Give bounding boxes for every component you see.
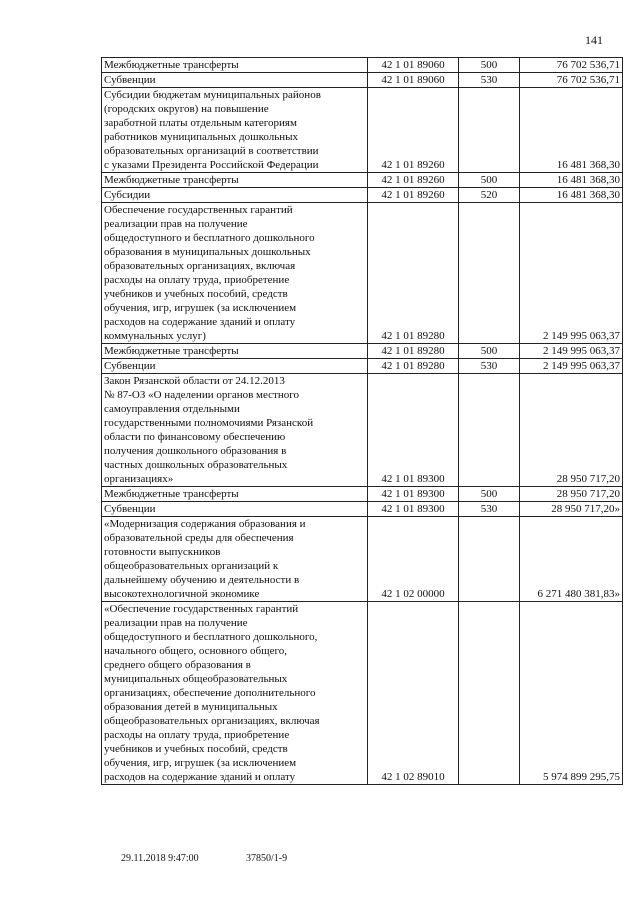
row-name-cell: «Обеспечение государственных гарантий реализации прав на получение общедоступного и бесплатного дошкольного, начального общего, основного общего, среднего общего образования в муниципальных общеобразовательных организациях, обеспечение дополнительного образования детей в муниципальных общеобразовательных организациях, включая расходы на оплату труда, приобретение учебников и учебных пособий, средств обучения, игр, игрушек (за исключением расходов на содержание зданий и оплату	[102, 602, 368, 785]
row-kind-cell	[459, 203, 520, 344]
table-row	[102, 188, 623, 203]
row-kind-cell: 530	[459, 73, 520, 88]
row-code-cell: 42 1 01 89280	[368, 359, 459, 374]
row-kind-cell: 500	[459, 173, 520, 188]
row-kind-cell: 500	[459, 58, 520, 73]
row-kind-cell	[459, 517, 520, 602]
row-name-cell: Межбюджетные трансферты	[102, 487, 368, 502]
table-row	[102, 88, 623, 173]
row-name-cell: Субвенции	[102, 502, 368, 517]
row-code-cell: 42 1 01 89300	[368, 502, 459, 517]
row-kind-cell	[459, 88, 520, 173]
row-code-cell: 42 1 01 89260	[368, 173, 459, 188]
row-name-cell: Субсидии бюджетам муниципальных районов (городских округов) на повышение заработной платы отдельным категориям работников муниципальных дошкольных образовательных организаций в соответствии с указами Президента Российской Федерации	[102, 88, 368, 173]
row-amount-cell: 6 271 480 381,83»	[520, 517, 623, 602]
table-row	[102, 344, 623, 359]
row-kind-cell: 520	[459, 188, 520, 203]
row-code-cell: 42 1 01 89060	[368, 73, 459, 88]
row-amount-cell: 16 481 368,30	[520, 88, 623, 173]
row-amount-cell: 5 974 899 295,75	[520, 602, 623, 785]
row-code-cell: 42 1 01 89300	[368, 374, 459, 487]
row-kind-cell: 530	[459, 502, 520, 517]
row-amount-cell: 16 481 368,30	[520, 188, 623, 203]
row-name-cell: Субвенции	[102, 359, 368, 374]
row-amount-cell: 28 950 717,20	[520, 487, 623, 502]
row-code-cell: 42 1 01 89260	[368, 188, 459, 203]
table-row	[102, 374, 623, 487]
row-name-cell: Межбюджетные трансферты	[102, 344, 368, 359]
row-name-cell: Субсидии	[102, 188, 368, 203]
row-amount-cell: 2 149 995 063,37	[520, 344, 623, 359]
row-amount-cell: 28 950 717,20	[520, 374, 623, 487]
budget-table-body	[102, 58, 623, 785]
row-kind-cell: 500	[459, 487, 520, 502]
row-amount-cell: 2 149 995 063,37	[520, 359, 623, 374]
table-row	[102, 58, 623, 73]
row-code-cell: 42 1 01 89260	[368, 88, 459, 173]
budget-table	[101, 57, 623, 785]
row-name-cell: Межбюджетные трансферты	[102, 173, 368, 188]
table-row	[102, 487, 623, 502]
row-kind-cell	[459, 602, 520, 785]
row-code-cell: 42 1 01 89300	[368, 487, 459, 502]
table-row	[102, 517, 623, 602]
row-name-cell: Субвенции	[102, 73, 368, 88]
row-code-cell: 42 1 01 89280	[368, 344, 459, 359]
row-code-cell: 42 1 01 89060	[368, 58, 459, 73]
row-kind-cell: 530	[459, 359, 520, 374]
row-kind-cell: 500	[459, 344, 520, 359]
table-row	[102, 173, 623, 188]
footer-doc-number: 37850/1-9	[246, 853, 288, 864]
page-number: 141	[585, 33, 603, 47]
table-row	[102, 602, 623, 785]
row-code-cell: 42 1 02 00000	[368, 517, 459, 602]
row-amount-cell: 28 950 717,20»	[520, 502, 623, 517]
table-row	[102, 73, 623, 88]
row-amount-cell: 2 149 995 063,37	[520, 203, 623, 344]
table-row	[102, 203, 623, 344]
row-code-cell: 42 1 01 89280	[368, 203, 459, 344]
row-code-cell: 42 1 02 89010	[368, 602, 459, 785]
row-kind-cell	[459, 374, 520, 487]
row-name-cell: Закон Рязанской области от 24.12.2013 № 87-ОЗ «О наделении органов местного самоуправления отдельными государственными полномочиями Рязанской области по финансовому обеспечению получения дошкольного образования в частных дошкольных образовательных организациях»	[102, 374, 368, 487]
row-name-cell: Обеспечение государственных гарантий реализации прав на получение общедоступного и бесплатного дошкольного образования в муниципальных дошкольных образовательных организациях, включая расходы на оплату труда, приобретение учебников и учебных пособий, средств обучения, игр, игрушек (за исключением расходов на содержание зданий и оплату коммунальных услуг)	[102, 203, 368, 344]
row-amount-cell: 76 702 536,71	[520, 58, 623, 73]
row-amount-cell: 16 481 368,30	[520, 173, 623, 188]
row-name-cell: «Модернизация содержания образования и образовательной среды для обеспечения готовности выпускников общеобразовательных организаций к дальнейшему обучению и деятельности в высокотехнологичной экономике	[102, 517, 368, 602]
table-row	[102, 502, 623, 517]
row-amount-cell: 76 702 536,71	[520, 73, 623, 88]
footer-date: 29.11.2018 9:47:00	[121, 853, 199, 864]
table-row	[102, 359, 623, 374]
row-name-cell: Межбюджетные трансферты	[102, 58, 368, 73]
